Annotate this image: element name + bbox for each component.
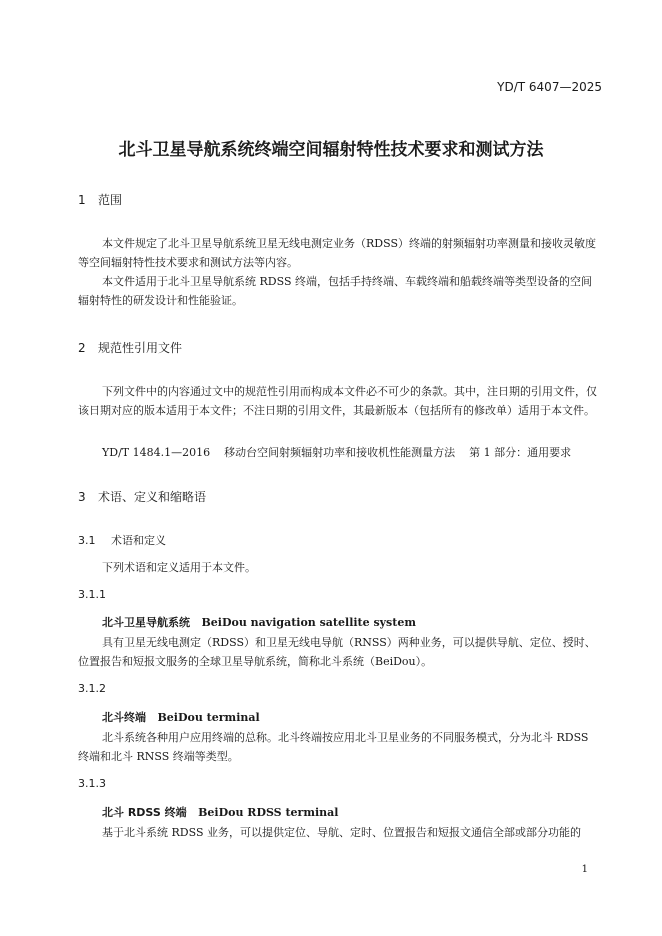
section-3-heading [78,488,206,505]
section-title: 规范性引用文件 [98,341,183,355]
term-3-1-2-number: 3.1.2 [78,682,106,695]
reference-code: YD/T 1484.1—2016 [102,446,211,459]
term-english: BeiDou terminal [157,711,260,724]
section-number: 3 [78,490,86,504]
subsection-number: 3.1 [78,534,96,547]
section-1-heading [78,191,122,208]
section-1-paragraph-1: 本文件规定了北斗卫星导航系统卫星无线电测定业务（RDSS）终端的射频辐射功率测量和接收灵敏度等空间辐射特性技术要求和测试方法等内容。 [78,237,596,269]
term-3-1-3 [102,804,338,820]
document-code: YD/T 6407—2025 [497,80,602,94]
term-3-1-3-number: 3.1.3 [78,777,106,790]
term-3-1-2 [102,709,260,725]
term-3-1-2-definition: 北斗系统各种用户应用终端的总称。北斗终端按应用北斗卫星业务的不同服务模式，分为北斗 RDSS 终端和北斗 RNSS 终端等类型。 [78,731,589,763]
document-title: 北斗卫星导航系统终端空间辐射特性技术要求和测试方法 [118,140,544,160]
section-2-heading [78,339,182,356]
term-3-1-1-definition: 具有卫星无线电测定（RDSS）和卫星无线电导航（RNSS）两种业务，可以提供导航、定位、授时、位置报告和短报文服务的全球卫星导航系统，简称北斗系统（BeiDou）。 [78,636,596,668]
section-number: 1 [78,193,86,207]
section-title: 术语、定义和缩略语 [98,490,207,504]
section-title: 范围 [98,193,123,207]
term-english: BeiDou RDSS terminal [198,806,339,819]
page-number: 1 [581,864,588,875]
term-3-1-3-definition: 基于北斗系统 RDSS 业务，可以提供定位、导航、定时、位置报告和短报文通信全部或部分功能的 [102,826,581,839]
subsection-3-1-intro: 下列术语和定义适用于本文件。 [102,561,256,574]
section-2-paragraph-1: 下列文件中的内容通过文中的规范性引用而构成本文件必不可少的条款。其中，注日期的引用文件，仅该日期对应的版本适用于本文件；不注日期的引用文件，其最新版本（包括所有的修改单）适用于本文件。 [78,385,597,417]
term-chinese: 北斗 RDSS 终端 [102,806,187,819]
section-number: 2 [78,341,86,355]
term-chinese: 北斗终端 [102,711,146,724]
term-english: BeiDou navigation satellite system [201,616,416,629]
subsection-title: 术语和定义 [111,534,166,547]
reference-title: 移动台空间射频辐射功率和接收机性能测量方法 [224,446,456,459]
normative-reference [102,444,571,460]
term-3-1-1 [102,614,416,630]
term-3-1-1-number: 3.1.1 [78,588,106,601]
term-chinese: 北斗卫星导航系统 [102,616,190,629]
reference-part: 第 1 部分：通用要求 [469,446,572,459]
section-1-paragraph-2: 本文件适用于北斗卫星导航系统 RDSS 终端，包括手持终端、车载终端和船载终端等类型设备的空间辐射特性的研发设计和性能验证。 [78,275,592,307]
subsection-3-1-heading [78,532,166,548]
